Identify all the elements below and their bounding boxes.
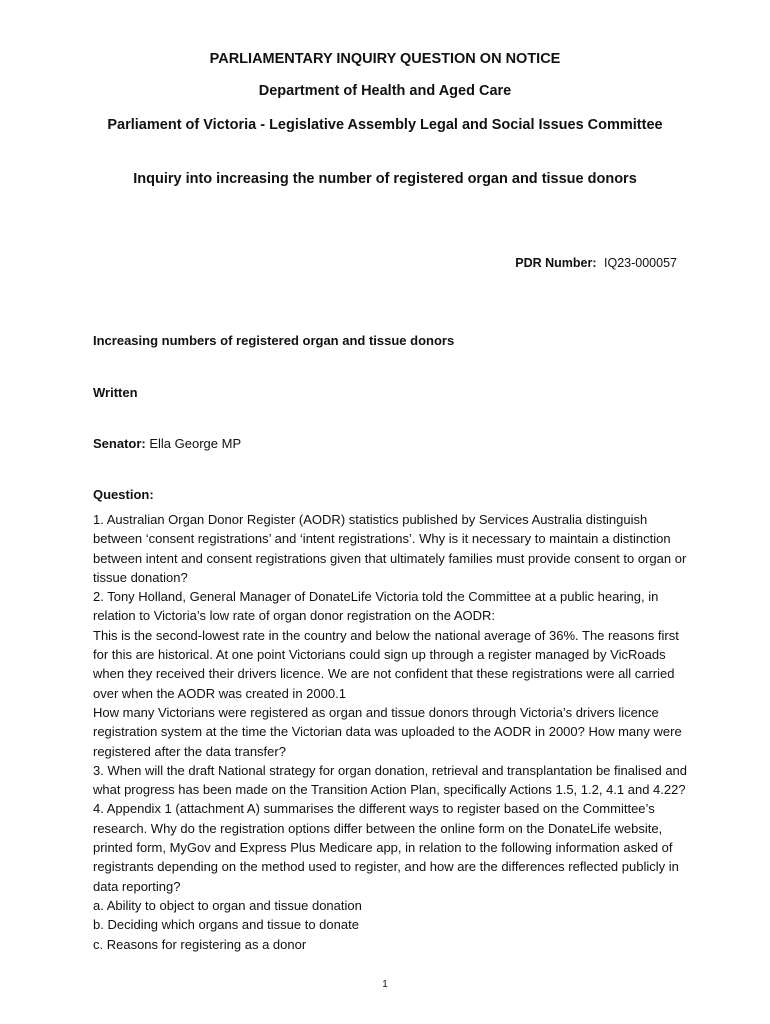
pdr-label: PDR Number: xyxy=(515,256,597,270)
committee-heading: Parliament of Victoria - Legislative Assembly Legal and Social Issues Committee xyxy=(107,117,663,133)
question-paragraph: 1. Australian Organ Donor Register (AODR) statistics published by Services Australia distinguish between ‘consent registrations’ and ‘intent registrations’. Why is it necessary to maintain a distinction between intent and consent registrations given that ultimately families must provide consent to organ or tissue donation? xyxy=(93,512,687,585)
subject-heading: Increasing numbers of registered organ and tissue donors xyxy=(93,333,455,348)
question-paragraph: 2. Tony Holland, General Manager of DonateLife Victoria told the Committee at a public hearing, in relation to Victoria’s low rate of organ donor registration on the AODR: xyxy=(93,589,659,624)
question-paragraph: How many Victorians were registered as organ and tissue donors through Victoria’s drivers licence registration system at the time the Victorian data was uploaded to the AODR in 2000? How many were registered after the data transfer? xyxy=(93,704,682,759)
question-type: Written xyxy=(93,385,138,400)
question-paragraph: 3. When will the draft National strategy for organ donation, retrieval and transplantation be finalised and what progress has been made on the Transition Action Plan, specifically Actions 1.5, 1.2, 4.1 and 4.22? xyxy=(93,762,688,798)
question-label: Question: xyxy=(93,487,154,502)
document-title: PARLIAMENTARY INQUIRY QUESTION ON NOTICE xyxy=(209,51,561,67)
pdr-number xyxy=(515,256,677,270)
senator-line xyxy=(93,436,241,451)
department-heading: Department of Health and Aged Care xyxy=(258,83,512,99)
question-paragraph: 4. Appendix 1 (attachment A) summarises the different ways to register based on the Committee’s research. Why do the registration options differ between the online form on the DonateLife website, printed form, MyGov and Express Plus Medicare app, in relation to the following information asked of registrants depending on the method used to register, and how are the differences reflected publicly in data reporting? xyxy=(93,801,679,894)
senator-name: Ella George MP xyxy=(149,436,242,451)
question-list-item: a. Ability to object to organ and tissue donation xyxy=(93,897,362,913)
question-body xyxy=(93,510,693,954)
question-paragraph: This is the second-lowest rate in the country and below the national average of 36%. The reasons first for this are historical. At one point Victorians could sign up through a register managed by VicRoads when they received their drivers licence. We are not confident that these registrations were all carried over when the AODR was created in 2000.1 xyxy=(93,627,679,701)
question-list-item: b. Deciding which organs and tissue to donate xyxy=(93,917,359,933)
senator-label: Senator: xyxy=(93,436,146,451)
question-list-item: c. Reasons for registering as a donor xyxy=(93,936,307,952)
inquiry-heading: Inquiry into increasing the number of registered organ and tissue donors xyxy=(133,171,637,187)
pdr-value: IQ23-000057 xyxy=(604,256,677,270)
page-number: 1 xyxy=(382,979,388,990)
